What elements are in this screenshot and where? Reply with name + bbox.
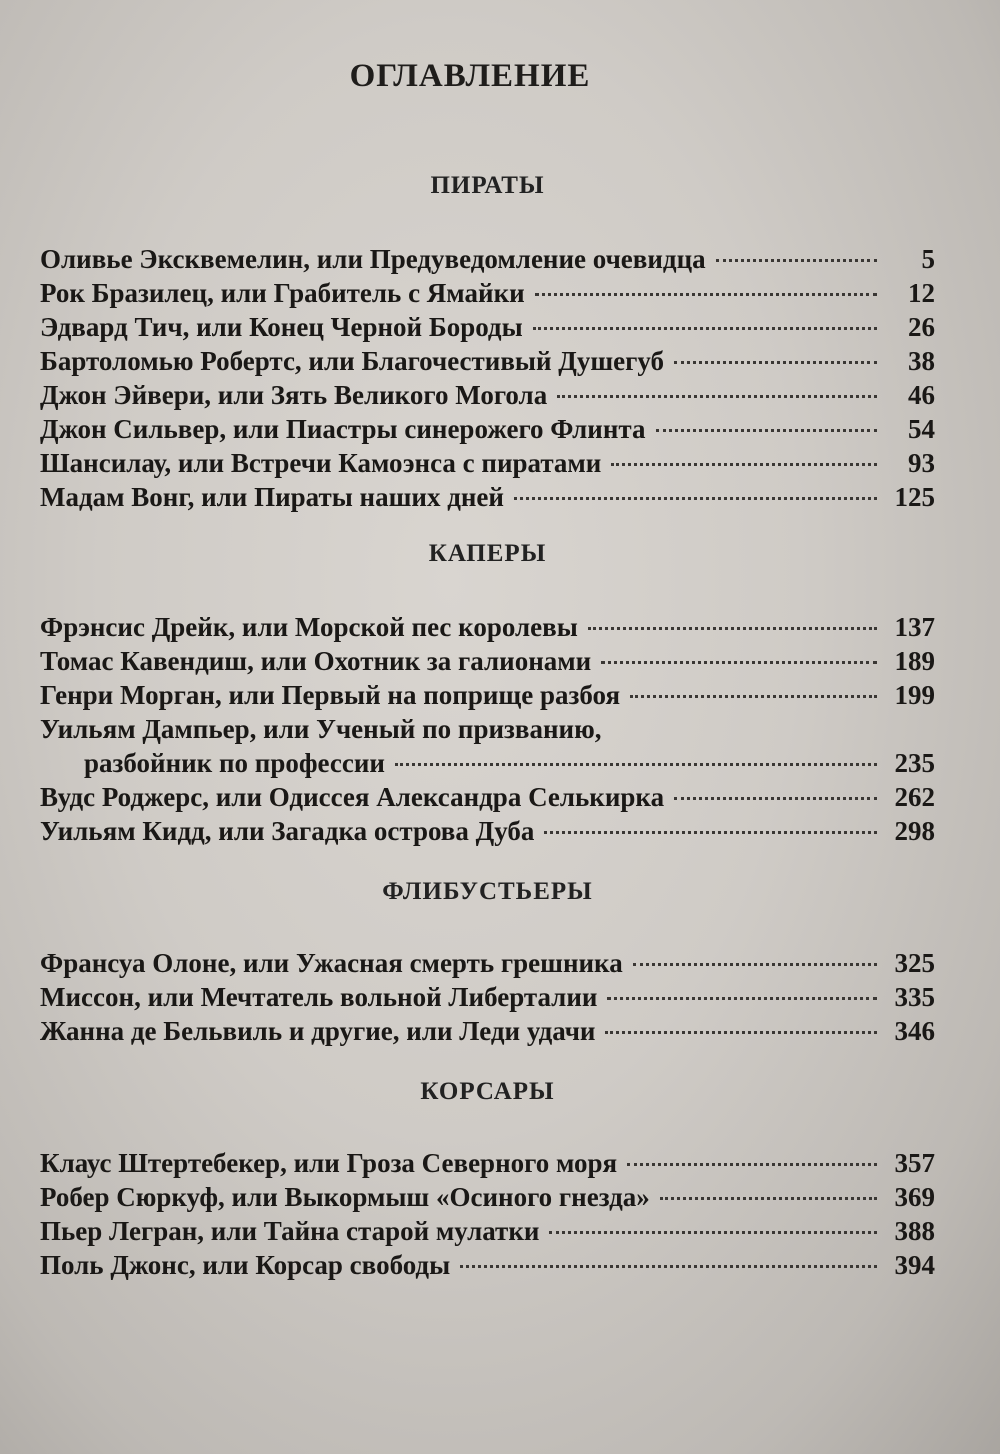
dot-leader: [544, 831, 877, 834]
toc-entry: [40, 610, 935, 644]
toc-entry: [40, 712, 935, 780]
entry-title: Джон Эйвери, или Зять Великого Могола: [40, 380, 548, 410]
dot-leader: [460, 1265, 877, 1268]
dot-leader: [601, 661, 877, 664]
toc-entry: [40, 644, 935, 678]
page-number: 125: [894, 482, 935, 512]
toc-list: [40, 242, 935, 514]
dot-leader: [630, 695, 877, 698]
dot-leader: [605, 1031, 877, 1034]
page-number: 394: [894, 1250, 935, 1280]
toc-entry: [40, 1014, 935, 1048]
section-heading: ФЛИБУСТЬЕРЫ: [382, 878, 593, 905]
dot-leader: [674, 361, 877, 364]
page-number: 346: [894, 1016, 935, 1046]
toc-entry: [40, 378, 935, 412]
toc-entry: [40, 242, 935, 276]
page-number: 189: [894, 646, 935, 676]
page-number: 235: [894, 748, 935, 778]
toc-entry: [40, 412, 935, 446]
entry-title: Франсуа Олоне, или Ужасная смерть грешника: [40, 948, 623, 978]
entry-title: Шансилау, или Встречи Камоэнса с пиратами: [40, 448, 602, 478]
section-privateers: [40, 540, 935, 848]
page-number: 199: [894, 680, 935, 710]
toc-list: [40, 946, 935, 1048]
dot-leader: [549, 1231, 877, 1234]
dot-leader: [557, 395, 877, 398]
page-number: 262: [894, 782, 935, 812]
entry-title: Генри Морган, или Первый на поприще разбоя: [40, 680, 621, 710]
page-title: ОГЛАВЛЕНИЕ: [349, 58, 591, 94]
entry-title: Мадам Вонг, или Пираты наших дней: [40, 482, 504, 512]
page-number: 357: [894, 1148, 935, 1178]
dot-leader: [395, 763, 877, 766]
entry-title: Джон Сильвер, или Пиастры синерожего Флинта: [40, 414, 646, 444]
page-number: 54: [908, 414, 935, 444]
toc-entry: [40, 946, 935, 980]
toc-entry: [40, 780, 935, 814]
entry-continuation-row: [40, 746, 935, 780]
section-heading: КОРСАРЫ: [420, 1078, 555, 1105]
dot-leader: [627, 1163, 877, 1166]
toc-entry: [40, 1180, 935, 1214]
dot-leader: [514, 497, 877, 500]
toc-entry: [40, 1214, 935, 1248]
entry-title: Эдвард Тич, или Конец Черной Бороды: [40, 312, 523, 342]
page-number: 38: [908, 346, 935, 376]
toc-entry: [40, 980, 935, 1014]
toc-list: [40, 1146, 935, 1282]
page-number: 137: [894, 612, 935, 642]
entry-title: Вудс Роджерс, или Одиссея Александра Селькирка: [40, 782, 665, 812]
section-filibusters: [40, 878, 935, 1048]
entry-title: Уильям Дампьер, или Ученый по призванию,: [40, 714, 602, 744]
entry-title: Робер Сюркуф, или Выкормыш «Осиного гнезда»: [40, 1182, 650, 1212]
entry-title: Рок Бразилец, или Грабитель с Ямайки: [40, 278, 525, 308]
page-number: 12: [908, 278, 935, 308]
page-number: 26: [908, 312, 935, 342]
page-number: 388: [894, 1216, 935, 1246]
toc-entry: [40, 1146, 935, 1180]
dot-leader: [535, 293, 877, 296]
page-number: 46: [908, 380, 935, 410]
toc-list: [40, 610, 935, 848]
entry-title: Бартоломью Робертс, или Благочестивый Душегуб: [40, 346, 665, 376]
page-number: 93: [908, 448, 935, 478]
dot-leader: [656, 429, 877, 432]
dot-leader: [588, 627, 877, 630]
toc-entry: [40, 678, 935, 712]
dot-leader: [633, 963, 877, 966]
dot-leader: [716, 259, 877, 262]
page-number: 335: [894, 982, 935, 1012]
entry-title: Жанна де Бельвиль и другие, или Леди удачи: [40, 1016, 596, 1046]
toc-entry: [40, 310, 935, 344]
entry-title: Оливье Эксквемелин, или Предуведомление очевидца: [40, 244, 706, 274]
dot-leader: [607, 997, 877, 1000]
toc-entry: [40, 814, 935, 848]
page-number: 298: [894, 816, 935, 846]
dot-leader: [611, 463, 877, 466]
toc-entry: [40, 480, 935, 514]
entry-title: Пьер Легран, или Тайна старой мулатки: [40, 1216, 540, 1246]
page-number: 369: [894, 1182, 935, 1212]
toc-entry: [40, 1248, 935, 1282]
page-number: 325: [894, 948, 935, 978]
entry-title: Клаус Штертебекер, или Гроза Северного моря: [40, 1148, 618, 1178]
dot-leader: [533, 327, 877, 330]
section-corsairs: [40, 1078, 935, 1282]
entry-title: Томас Кавендиш, или Охотник за галионами: [40, 646, 592, 676]
dot-leader: [660, 1197, 877, 1200]
toc-entry: [40, 344, 935, 378]
entry-title: Миссон, или Мечтатель вольной Либерталии: [40, 982, 598, 1012]
toc-entry: [40, 446, 935, 480]
entry-title-continuation: разбойник по профессии: [84, 748, 385, 778]
section-heading: ПИРАТЫ: [430, 172, 545, 199]
toc-entry: [40, 276, 935, 310]
section-pirates: [40, 172, 935, 514]
entry-title: Уильям Кидд, или Загадка острова Дуба: [40, 816, 535, 846]
dot-leader: [674, 797, 877, 800]
entry-title: Фрэнсис Дрейк, или Морской пес королевы: [40, 612, 578, 642]
page-number: 5: [921, 244, 935, 274]
section-heading: КАПЕРЫ: [428, 540, 547, 567]
entry-title: Поль Джонс, или Корсар свободы: [40, 1250, 451, 1280]
